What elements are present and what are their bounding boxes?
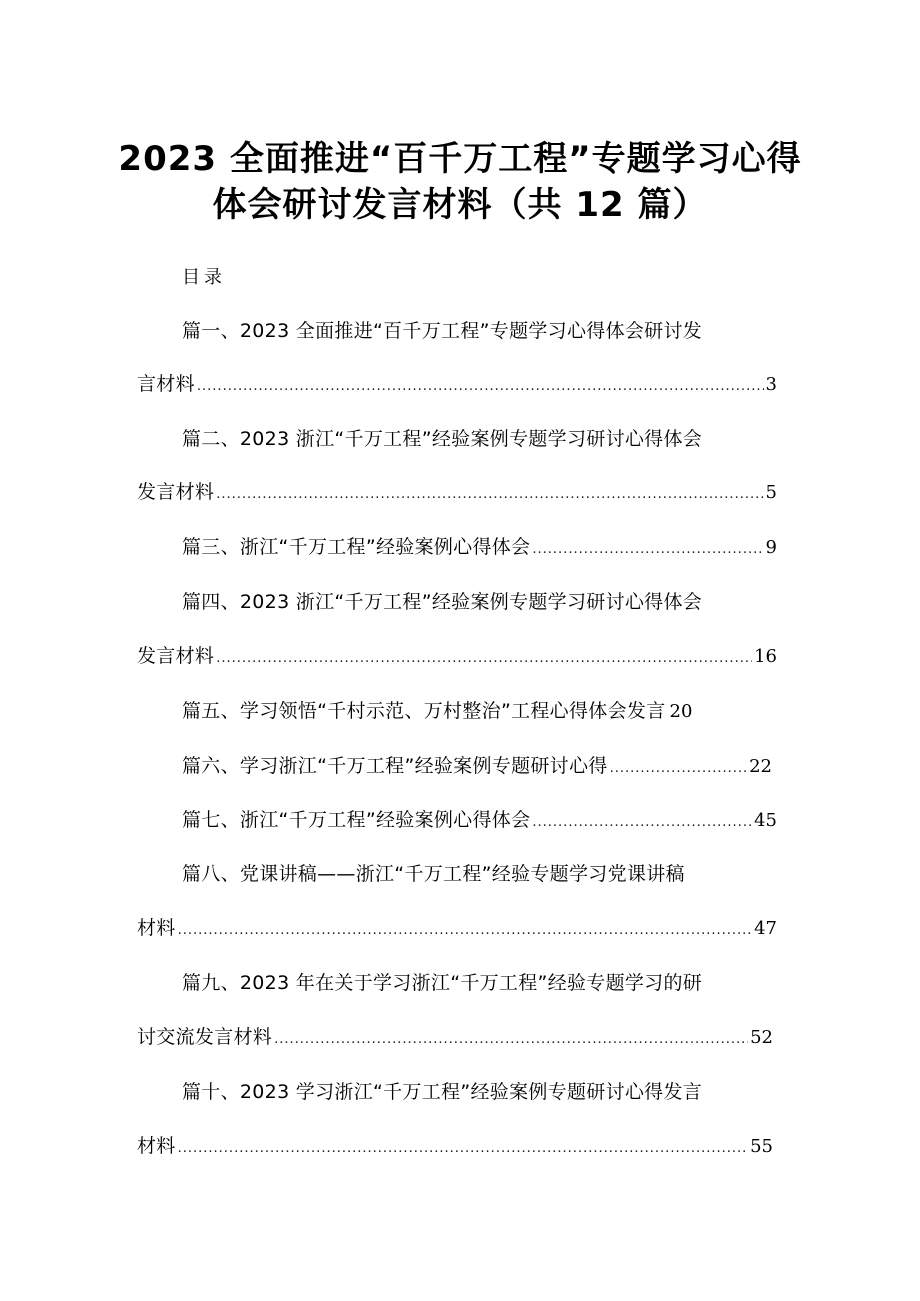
toc-page-number: 45: [754, 810, 777, 831]
toc-leader-dots: [197, 372, 764, 402]
toc-page-number: 5: [765, 482, 777, 503]
toc-entry-text: 发言材料: [137, 481, 215, 503]
toc-entry-9-line-2[interactable]: [137, 1022, 773, 1052]
toc-page-number: 47: [754, 918, 777, 939]
toc-entry-text: 篇六、学习浙江“千万工程”经验案例专题研讨心得: [182, 755, 608, 777]
toc-leader-dots: [610, 754, 748, 784]
toc-leader-dots: [178, 916, 752, 946]
toc-entry-10-line-1[interactable]: [182, 1077, 742, 1107]
toc-entry-1-line-1[interactable]: [182, 316, 742, 346]
toc-entry-2-line-1[interactable]: [182, 424, 742, 454]
toc-entry-text: 篇八、党课讲稿——浙江“千万工程”经验专题学习党课讲稿: [182, 863, 685, 885]
toc-entry-10-line-2[interactable]: [137, 1131, 773, 1161]
toc-page-number: 22: [749, 756, 772, 777]
toc-entry-text: 篇七、浙江“千万工程”经验案例心得体会: [182, 809, 531, 831]
toc-leader-dots: [532, 808, 752, 838]
toc-entry-text: 篇九、2023 年在关于学习浙江“千万工程”经验专题学习的研: [182, 972, 703, 994]
toc-leader-dots: [216, 644, 752, 674]
toc-leader-dots: [216, 480, 763, 510]
toc-entry-3[interactable]: [182, 532, 777, 562]
toc-entry-text: 篇四、2023 浙江“千万工程”经验案例专题学习研讨心得体会: [182, 591, 703, 613]
toc-entry-text: 材料: [137, 1135, 176, 1157]
toc-page-number: 55: [750, 1136, 773, 1157]
toc-page-number: 16: [754, 646, 777, 667]
document-title-line-1: 2023 全面推进“百千万工程”专题学习心得: [118, 139, 802, 179]
toc-page-number: 3: [765, 374, 777, 395]
toc-entry-text: 篇三、浙江“千万工程”经验案例心得体会: [182, 536, 531, 558]
toc-leader-dots: [178, 1134, 748, 1164]
toc-entry-2-line-2[interactable]: [137, 477, 777, 507]
toc-entry-text: 讨交流发言材料: [137, 1026, 273, 1048]
toc-entry-text: 篇五、学习领悟“千村示范、万村整治”工程心得体会发言: [182, 700, 666, 722]
toc-entry-1-line-2[interactable]: [137, 369, 777, 399]
toc-page-number: 20: [669, 701, 693, 722]
toc-entry-text: 篇二、2023 浙江“千万工程”经验案例专题学习研讨心得体会: [182, 428, 703, 450]
toc-leader-dots: [274, 1025, 748, 1055]
toc-entry-6[interactable]: [182, 751, 772, 781]
toc-page-number: 52: [750, 1027, 773, 1048]
toc-entry-5[interactable]: [182, 696, 742, 726]
toc-entry-4-line-2[interactable]: [137, 641, 777, 671]
toc-entry-text: 篇十、2023 学习浙江“千万工程”经验案例专题研讨心得发言: [182, 1081, 703, 1103]
toc-heading: 目录: [182, 267, 226, 288]
toc-entry-text: 篇一、2023 全面推进“百千万工程”专题学习心得体会研讨发: [182, 320, 703, 342]
toc-entry-8-line-1[interactable]: [182, 859, 742, 889]
toc-page-number: 9: [765, 537, 777, 558]
toc-entry-4-line-1[interactable]: [182, 587, 742, 617]
toc-entry-text: 材料: [137, 917, 176, 939]
toc-leader-dots: [532, 535, 763, 565]
toc-entry-8-line-2[interactable]: [137, 913, 777, 943]
toc-entry-text: 言材料: [137, 373, 195, 395]
toc-entry-7[interactable]: [182, 805, 777, 835]
toc-entry-9-line-1[interactable]: [182, 968, 742, 998]
document-title-line-2: 体会研讨发言材料（共 12 篇）: [212, 185, 708, 225]
toc-entry-text: 发言材料: [137, 645, 215, 667]
